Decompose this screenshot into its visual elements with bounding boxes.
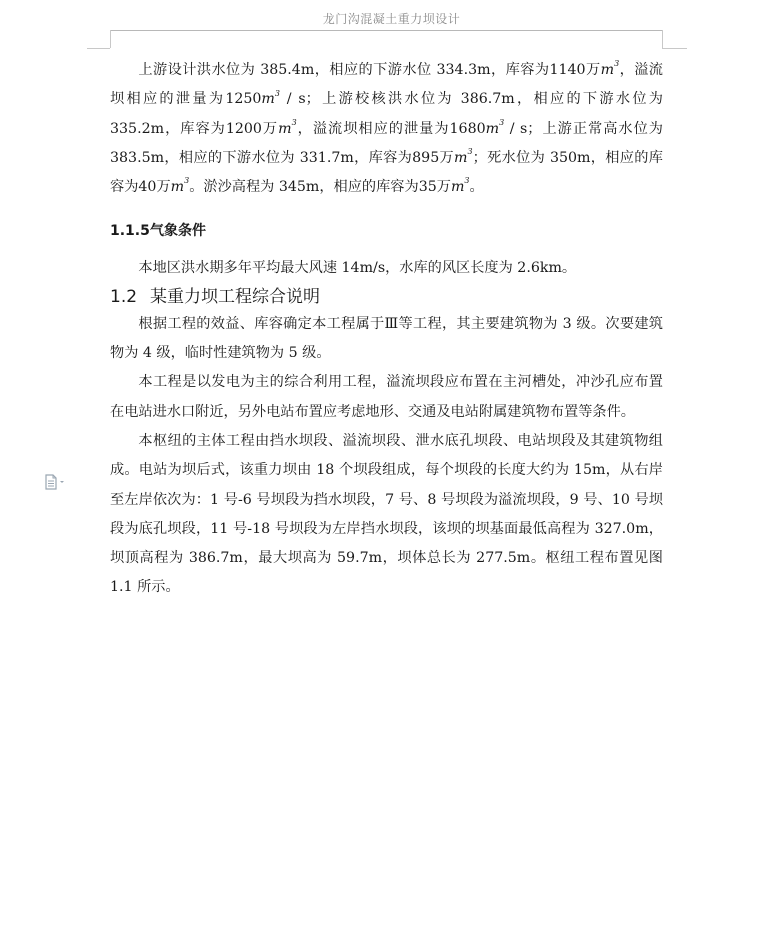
crop-mark-left-vertical — [110, 30, 111, 48]
text-run: 1140万 — [549, 62, 601, 78]
document-icon[interactable] — [44, 474, 66, 490]
heading-title: 气象条件 — [150, 223, 206, 240]
text-run: 。 — [469, 179, 484, 196]
heading-title: 某重力坝工程综合说明 — [150, 286, 320, 307]
text-run: 1250 — [225, 91, 262, 108]
crop-mark-right — [662, 48, 687, 49]
text-run: 35万 — [418, 179, 451, 196]
text-run: / s — [279, 91, 306, 108]
layout-paragraph: 本工程是以发电为主的综合利用工程，溢流坝段应布置在主河槽处，冲沙孔应布置在电站进水口附近，另外电站布置应考虑地形、交通及电站附属建筑物布置等条件。 — [110, 374, 663, 420]
unit-m3: $m^3$ — [485, 117, 505, 137]
unit-m3: $m^3$ — [600, 59, 620, 78]
heading-1-1-5 — [110, 220, 663, 242]
text-run: ，溢流坝相应的泄量为 — [110, 62, 663, 108]
document-body — [110, 56, 663, 603]
document-icon-glyph — [44, 474, 66, 490]
text-run: / s — [504, 120, 528, 137]
grade-paragraph: 根据工程的效益、库容确定本工程属于Ⅲ等工程，其主要建筑物为 3 级。次要建筑物为 4 级，临时性建筑物为 5 级。 — [110, 315, 663, 362]
text-run: 1680 — [449, 120, 486, 137]
text-run: ；上游校核洪水位为 386.7m，相应的下游水位为 335.2m，库容为 — [110, 91, 663, 137]
crop-mark-right-vertical — [662, 30, 663, 48]
heading-number: 1.1.5 — [110, 223, 150, 240]
structure-paragraph: 本枢纽的主体工程由挡水坝段、溢流坝段、泄水底孔坝段、电站坝段及其建筑物组成。电站为坝后式，该重力坝由 18 个坝段组成，每个坝段的长度大约为 15m，从右岸至左岸依次为：1 号-6 号坝段为挡水坝段，7 号、8 号坝段为溢流坝段，9 号、10 号坝段为底孔坝段，11 号-18 号坝段为左岸挡水坝段，该坝的坝基面最低高程为 327.0m，坝顶高程为 386.7m，最大坝高为 59.7m，坝体总长为 277.5m。枢纽工程布置见图 1.1 所示。 — [110, 432, 663, 596]
text-run: 895万 — [412, 149, 455, 166]
heading-1-2 — [110, 284, 663, 310]
crop-mark-left — [87, 48, 110, 49]
unit-m3: $m^3$ — [261, 88, 280, 108]
text-run: ，溢流坝相应的泄量为 — [296, 120, 450, 137]
text-run: 上游设计洪水位为 385.4m，相应的下游水位 334.3m，库容为 — [138, 62, 550, 78]
text-run: ；上游正常高水位为 383.5m，相应的下游水位为 331.7m，库容为 — [110, 120, 663, 166]
text-run: 。淤沙高程为 345m，相应的库容为 — [189, 179, 419, 196]
page-header-title: 龙门沟混凝土重力坝设计 — [322, 12, 461, 26]
unit-m3: $m^3$ — [170, 176, 190, 196]
unit-m3: $m^3$ — [450, 176, 470, 196]
unit-m3: $m^3$ — [454, 147, 473, 166]
heading-number: 1.2 — [110, 286, 138, 307]
reservoir-levels-paragraph — [110, 56, 663, 202]
header-rule — [110, 30, 662, 31]
wind-paragraph: 本地区洪水期多年平均最大风速 14m/s，水库的风区长度为 2.6km。 — [138, 260, 577, 277]
unit-m3: $m^3$ — [278, 117, 297, 137]
text-run: ；死水位为 350m，相应的库容为 — [110, 149, 663, 196]
text-run: 40万 — [138, 179, 171, 196]
text-run: 1200万 — [225, 120, 279, 137]
